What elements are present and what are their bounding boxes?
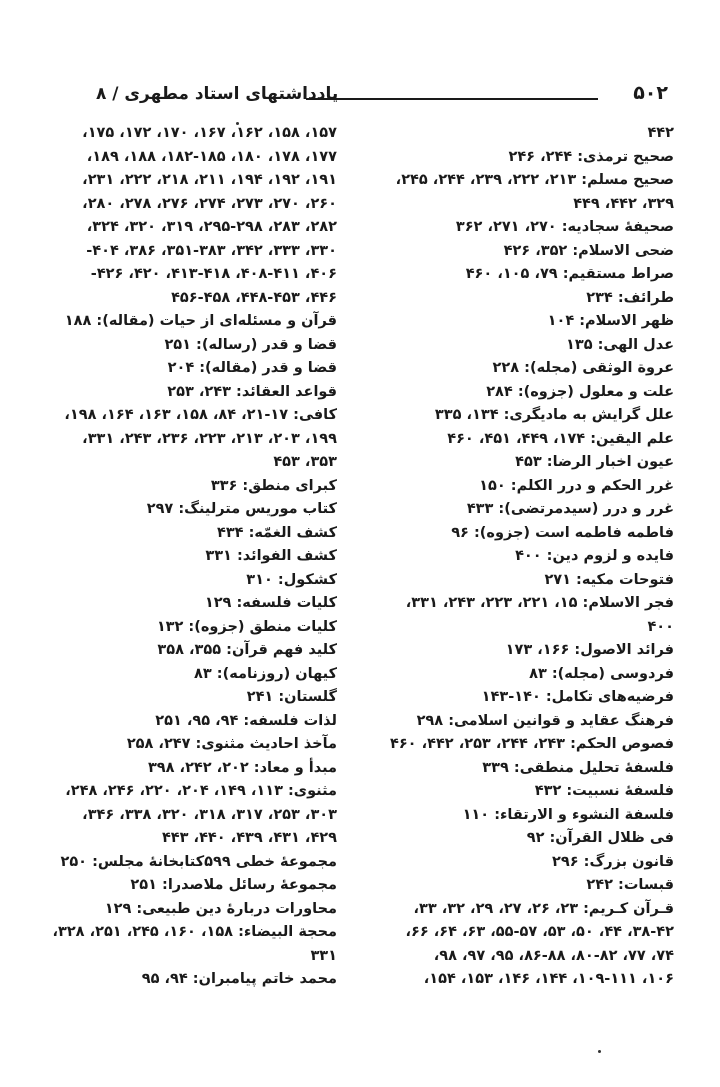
index-entry: کافی: ۱۷-۲۱، ۸۴، ۱۵۸، ۱۶۳، ۱۶۴، ۱۹۸، <box>64 407 337 423</box>
index-entry: کشف الغمّه: ۴۳۴ <box>216 524 337 541</box>
index-entry: مبدأ و معاد: ۲۰۲، ۲۴۲، ۳۹۸ <box>147 759 337 776</box>
index-entry: ۳۸-۴۲، ۴۴، ۵۰، ۵۳، ۵۵-۵۷، ۶۳، ۶۴، ۶۶، <box>405 924 674 940</box>
index-entry: قـرآن کـریم: ۲۳، ۲۶، ۲۷، ۲۹، ۳۲، ۳۳، <box>413 900 674 917</box>
stray-mark <box>236 122 239 125</box>
index-entry: ۱۹۱، ۱۹۲، ۱۹۴، ۲۱۱، ۲۱۸، ۲۲۲، ۲۳۱، <box>82 172 337 188</box>
index-entry: ۴۴۲ <box>647 125 674 141</box>
index-entry: ۴۰۰ <box>647 618 674 635</box>
index-entry: محمد خاتم پیامبران: ۹۴، ۹۵ <box>141 971 337 987</box>
index-entry: گلستان: ۲۴۱ <box>246 689 337 705</box>
index-entry: ضحی الاسلام: ۳۵۲، ۴۲۶ <box>503 242 674 259</box>
index-entry: غرر الحکم و درر الکلم: ۱۵۰ <box>479 477 674 494</box>
index-entry: کیهان (روزنامه): ۸۳ <box>194 665 337 682</box>
index-entry: ۱۵۷، ۱۵۸، ۱۶۲، ۱۶۷، ۱۷۰، ۱۷۲، ۱۷۵، <box>82 125 337 141</box>
index-entry: ۱۷۷، ۱۷۸، ۱۸۰، ۱۸۲-۱۸۵، ۱۸۸، ۱۸۹، <box>86 148 337 165</box>
index-entry: مجموعهٔ رسائل ملاصدرا: ۲۵۱ <box>130 877 337 893</box>
index-column-right <box>374 122 674 992</box>
index-entry: ۴۴۶، ۴۴۸-۴۵۳، ۴۵۶-۴۵۸ <box>171 289 337 306</box>
index-entry: مجموعهٔ خطی ۵۹۹کتابخانهٔ مجلس: ۲۵۰ <box>60 853 337 870</box>
index-entry: فتوحات مکیه: ۲۷۱ <box>544 571 674 588</box>
index-entry: صحیح ترمذی: ۲۴۴، ۲۴۶ <box>508 148 674 165</box>
index-entry: کلید فهم قرآن: ۳۵۵، ۳۵۸ <box>157 642 337 658</box>
index-entry: فرائد الاصول: ۱۶۶، ۱۷۳ <box>505 642 674 658</box>
index-entry: فصوص الحکم: ۲۴۳، ۲۴۴، ۲۵۳، ۴۴۲، ۴۶۰ <box>389 736 674 752</box>
index-entry: ۳۰۳، ۲۵۳، ۳۱۷، ۳۱۸، ۳۲۰، ۳۳۸، ۳۴۶، <box>82 806 337 823</box>
index-entry: علم الیقین: ۱۷۴، ۴۴۹، ۴۵۱، ۴۶۰ <box>447 430 674 447</box>
index-entry: قبسات: ۲۴۲ <box>586 877 674 893</box>
index-entry: ۱۹۹، ۲۰۳، ۲۱۳، ۲۲۳، ۲۳۶، ۲۴۳، ۳۳۱، <box>82 430 337 447</box>
index-entry: ۲۸۲، ۲۸۳، ۲۹۵-۲۹۸، ۳۱۹، ۳۲۰، ۳۲۴، <box>86 219 337 235</box>
index-entry: صراط مستقیم: ۷۹، ۱۰۵، ۴۶۰ <box>465 266 674 282</box>
header-rule <box>306 98 598 100</box>
index-entry: علت و معلول (جزوه): ۲۸۴ <box>486 383 674 400</box>
page-number: ۵۰۲ <box>633 82 668 104</box>
index-entry: فجر الاسلام: ۱۵، ۲۲۱، ۲۲۳، ۲۴۳، ۳۳۱، <box>405 595 674 611</box>
index-entry: لذات فلسفه: ۹۴، ۹۵، ۲۵۱ <box>155 712 337 729</box>
index-entry: قرآن و مسئله‌ای از حیات (مقاله): ۱۸۸ <box>64 313 337 329</box>
index-entry: طرائف: ۲۳۴ <box>586 289 674 306</box>
index-entry: ۲۶۰، ۲۷۰، ۲۷۳، ۲۷۴، ۲۷۶، ۲۷۸، ۲۸۰، <box>82 195 337 212</box>
index-entry: ۴۰۶، ۴۰۸-۴۱۱، ۴۱۳-۴۱۸، ۴۲۰، ۴۲۶- <box>90 266 337 282</box>
index-entry: عیون اخبار الرضا: ۴۵۳ <box>515 454 674 470</box>
index-entry: کتاب موریس مترلینگ: ۲۹۷ <box>146 501 337 517</box>
index-entry: ۳۳۰، ۳۳۳، ۳۴۲، ۳۵۱-۳۸۳، ۳۸۶، ۴۰۴- <box>86 242 337 259</box>
index-entry: قضا و قدر (رساله): ۲۵۱ <box>164 336 337 353</box>
index-entry: کلیات فلسفه: ۱۲۹ <box>204 595 337 611</box>
index-entry: مثنوی: ۱۱۳، ۱۴۹، ۲۰۴، ۲۲۰، ۲۴۶، ۲۴۸، <box>65 783 337 799</box>
index-entry: ظهر الاسلام: ۱۰۴ <box>547 313 674 329</box>
index-entry: فلسفهٔ تحلیل منطقی: ۳۳۹ <box>482 759 674 776</box>
index-entry: صحیح مسلم: ۲۱۳، ۲۲۲، ۲۳۹، ۲۴۴، ۲۴۵، <box>395 172 674 188</box>
index-entry: فرهنگ عقاید و قوانین اسلامی: ۲۹۸ <box>416 712 674 729</box>
index-entry: صحیفهٔ سجادیه: ۲۷۰، ۲۷۱، ۳۶۲ <box>455 219 674 235</box>
index-entry: فلسفهٔ نسبیت: ۴۳۲ <box>534 783 674 799</box>
stray-mark <box>598 1050 601 1053</box>
index-entry: فاطمه فاطمه است (جزوه): ۹۶ <box>451 524 674 541</box>
index-entry: مآخذ احادیث مثنوی: ۲۴۷، ۲۵۸ <box>126 736 337 752</box>
index-entry: محاورات دربارهٔ دین طبیعی: ۱۲۹ <box>104 900 337 917</box>
index-entry: ۴۲۹، ۴۳۱، ۴۳۹، ۴۴۰، ۴۴۳ <box>161 830 337 846</box>
index-entry: قضا و قدر (مقاله): ۲۰۴ <box>167 360 337 376</box>
index-entry: کشف الفوائد: ۳۳۱ <box>205 548 337 564</box>
running-title: یادداشتهای استاد مطهری / ۸ <box>96 84 339 104</box>
index-entry: فی ظلال القرآن: ۹۲ <box>526 830 674 846</box>
index-column-left <box>52 122 337 992</box>
index-entry: علل گرایش به مادیگری: ۱۳۴، ۳۳۵ <box>434 407 674 423</box>
index-entry: فلسفة النشوء و الارتقاء: ۱۱۰ <box>462 806 674 823</box>
index-entry: ۳۵۳، ۴۵۳ <box>273 454 337 470</box>
index-entry: قواعد العقائد: ۲۴۳، ۲۵۳ <box>167 383 337 400</box>
index-entry: کشکول: ۳۱۰ <box>246 571 337 588</box>
index-entry: عروة الوثقی (مجله): ۲۲۸ <box>492 360 674 376</box>
index-entry: ۷۴، ۷۷، ۸۰-۸۲، ۸۶-۸۸، ۹۵، ۹۷، ۹۸، <box>433 947 674 964</box>
index-entry: محجة البیضاء: ۱۵۸، ۱۶۰، ۲۴۵، ۲۵۱، ۳۲۸، <box>52 924 337 940</box>
index-entry: فرضیه‌های تکامل: ۱۴۰-۱۴۳ <box>481 689 674 705</box>
index-entry: ۳۳۱ <box>310 947 337 964</box>
index-entry: فایده و لزوم دین: ۴۰۰ <box>515 548 674 564</box>
index-entry: غرر و درر (سیدمرتضی): ۴۳۳ <box>466 501 674 517</box>
index-entry: قانون بزرگ: ۲۹۶ <box>552 853 674 870</box>
index-entry: عدل الهی: ۱۳۵ <box>566 336 674 353</box>
index-entry: کلیات منطق (جزوه): ۱۳۲ <box>156 618 337 635</box>
index-entry: ۱۰۶، ۱۰۹-۱۱۱، ۱۴۴، ۱۴۶، ۱۵۳، ۱۵۴، <box>423 971 674 987</box>
index-entry: کبرای منطق: ۳۳۶ <box>210 477 337 494</box>
index-entry: فردوسی (مجله): ۸۳ <box>529 665 674 682</box>
index-entry: ۳۲۹، ۴۴۲، ۴۴۹ <box>573 195 674 212</box>
page-header <box>90 78 672 112</box>
